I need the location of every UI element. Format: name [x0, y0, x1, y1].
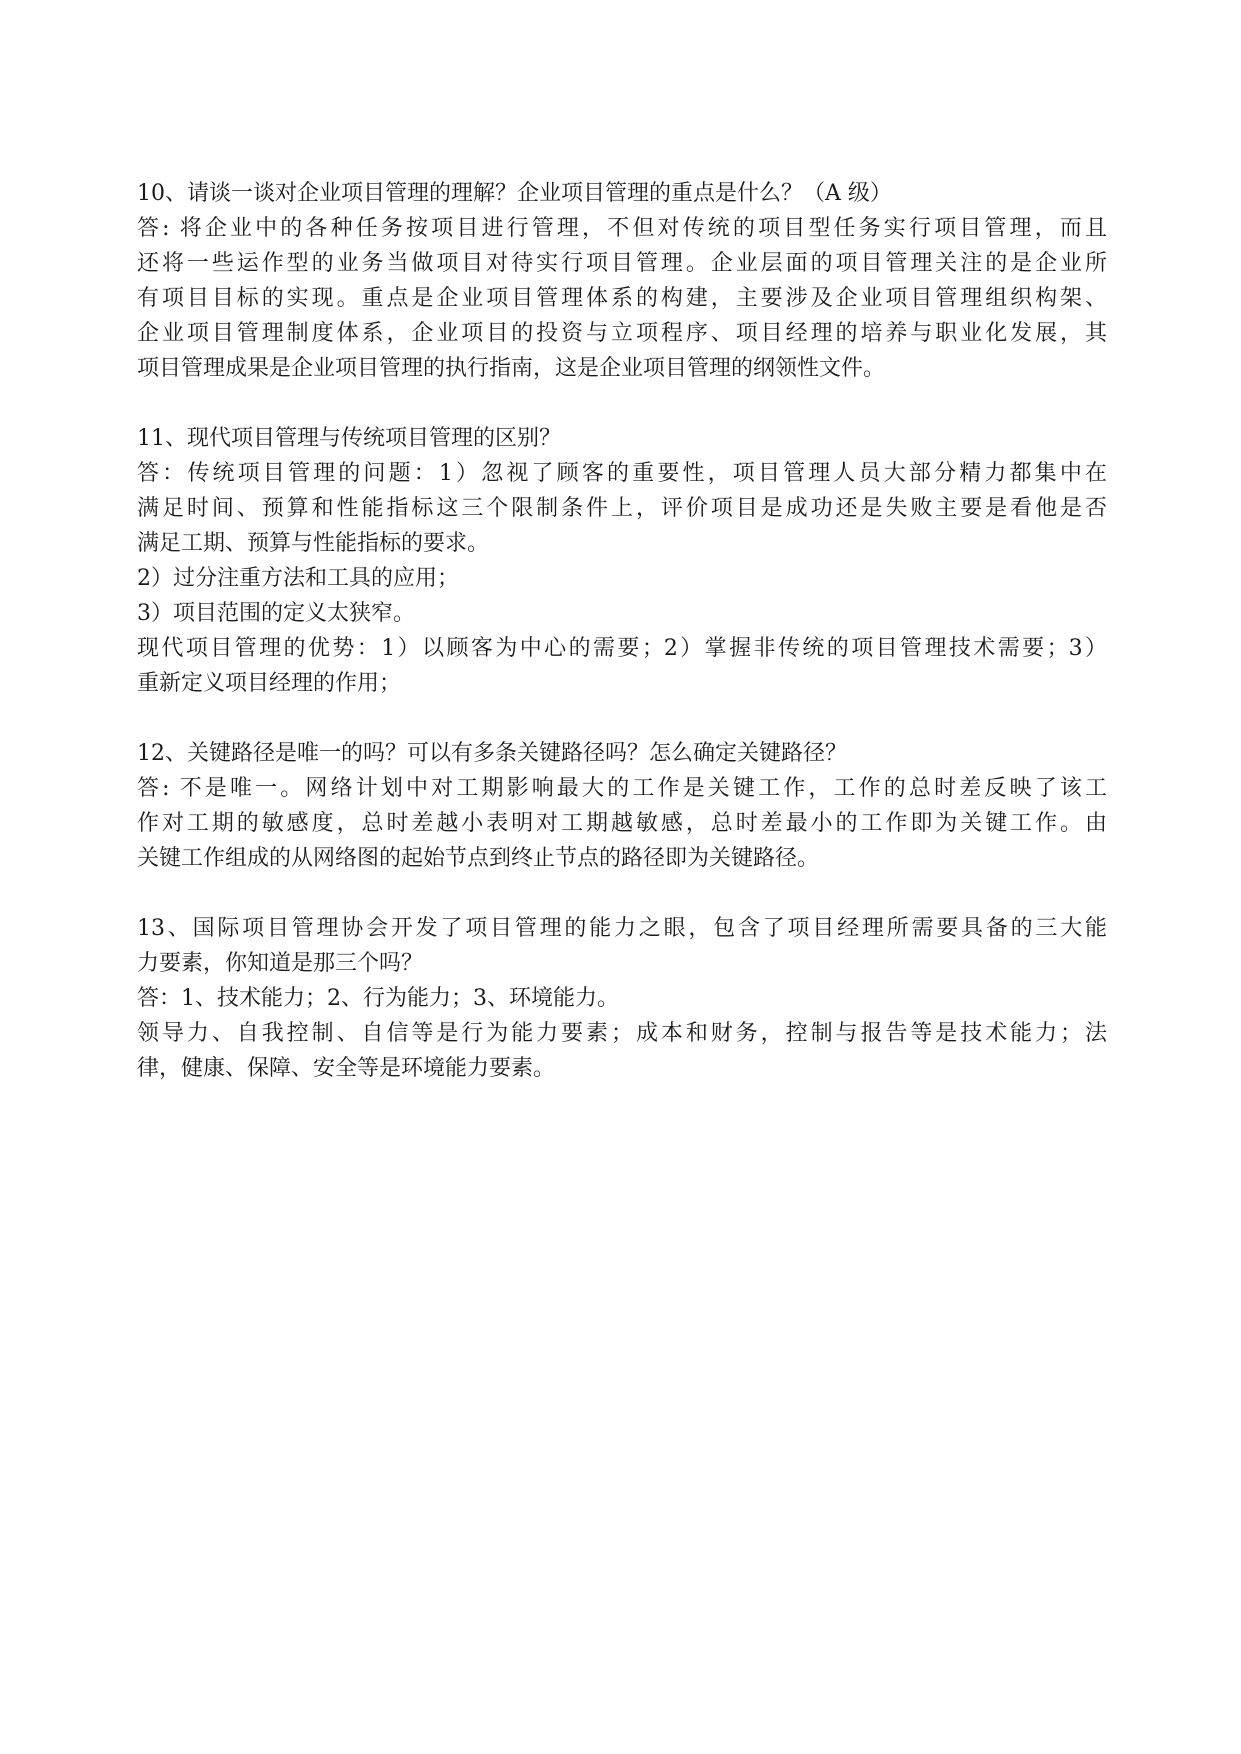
- answer-11-line-6: 现代项目管理的优势：1）以顾客为中心的需要；2）掌握非传统的项目管理技术需要；3）: [137, 636, 1107, 661]
- answer-13-line-1: 答：1、技术能力；2、行为能力；3、环境能力。: [137, 986, 619, 1011]
- answer-10-line-2: 还将一些运作型的业务当做项目对待实行项目管理。企业层面的项目管理关注的是企业所: [137, 251, 1107, 276]
- question-12-block: [137, 736, 1107, 876]
- answer-11-line-1: 答：传统项目管理的问题：1）忽视了顾客的重要性，项目管理人员大部分精力都集中在: [137, 461, 1107, 486]
- question-10-title: 10、请谈一谈对企业项目管理的理解？企业项目管理的重点是什么？（A 级）: [137, 181, 892, 206]
- document-page: [137, 176, 1107, 1121]
- question-10-block: [137, 176, 1107, 386]
- answer-12-line-3: 关键工作组成的从网络图的起始节点到终止节点的路径即为关键路径。: [137, 846, 820, 871]
- question-13-block: [137, 911, 1107, 1086]
- question-11-block: [137, 421, 1107, 701]
- answer-10-line-1: 答: 将企业中的各种任务按项目进行管理，不但对传统的项目型任务实行项目管理，而且: [137, 216, 1107, 241]
- answer-10-line-3: 有项目目标的实现。重点是企业项目管理体系的构建，主要涉及企业项目管理组织构架、: [137, 286, 1107, 311]
- answer-12-line-2: 作对工期的敏感度，总时差越小表明对工期越敏感，总时差最小的工作即为关键工作。由: [137, 811, 1107, 836]
- answer-11-line-3: 满足工期、预算与性能指标的要求。: [137, 531, 490, 556]
- answer-13-line-2: 领导力、自我控制、自信等是行为能力要素；成本和财务，控制与报告等是技术能力；法: [137, 1021, 1107, 1046]
- question-13-title-line-1: 13、国际项目管理协会开发了项目管理的能力之眼，包含了项目经理所需要具备的三大能: [137, 916, 1107, 941]
- answer-12-line-1: 答: 不是唯一。网络计划中对工期影响最大的工作是关键工作，工作的总时差反映了该工: [137, 776, 1107, 801]
- answer-10-line-5: 项目管理成果是企业项目管理的执行指南，这是企业项目管理的纲领性文件。: [137, 356, 886, 381]
- answer-13-line-3: 律，健康、保障、安全等是环境能力要素。: [137, 1056, 556, 1081]
- answer-11-line-7: 重新定义项目经理的作用；: [137, 671, 402, 696]
- answer-11-line-4: 2）过分注重方法和工具的应用；: [137, 566, 459, 591]
- question-13-title-line-2: 力要素，你知道是那三个吗？: [137, 951, 424, 976]
- answer-11-line-5: 3）项目范围的定义太狭窄。: [137, 601, 415, 626]
- answer-11-line-2: 满足时间、预算和性能指标这三个限制条件上，评价项目是成功还是失败主要是看他是否: [137, 496, 1107, 521]
- answer-10-line-4: 企业项目管理制度体系，企业项目的投资与立项程序、项目经理的培养与职业化发展，其: [137, 321, 1107, 346]
- question-12-title: 12、关键路径是唯一的吗？可以有多条关键路径吗？怎么确定关键路径？: [137, 741, 847, 766]
- question-11-title: 11、现代项目管理与传统项目管理的区别？: [137, 426, 561, 451]
